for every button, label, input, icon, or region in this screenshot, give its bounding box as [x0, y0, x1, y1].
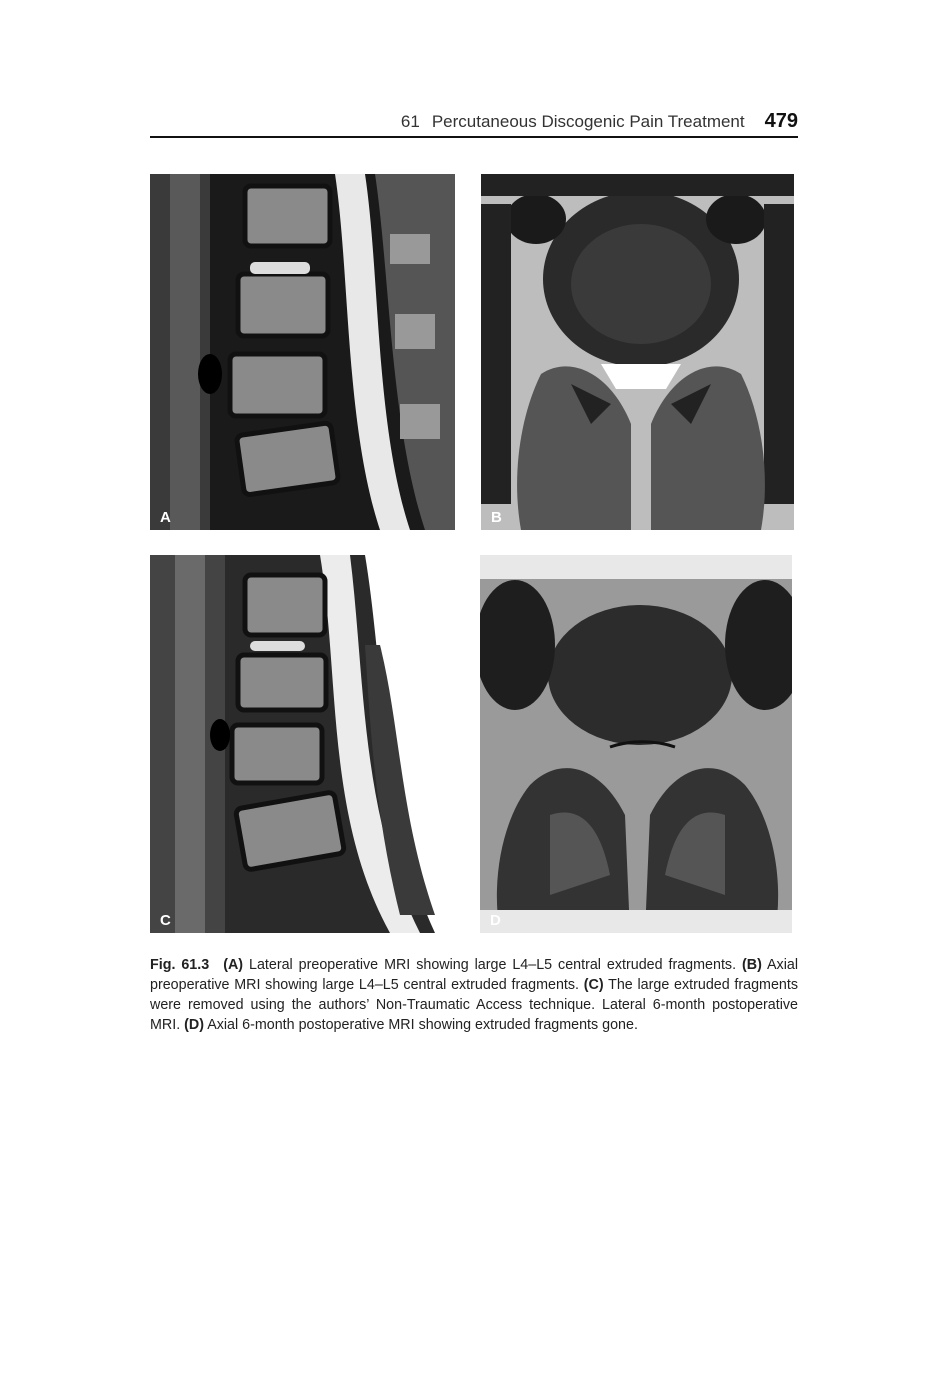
caption-tag-a: (A) [223, 957, 244, 973]
figure-panel-b [481, 174, 794, 530]
figure-panel-c [150, 555, 453, 933]
caption-tag-b: (B) [742, 957, 762, 973]
figure-caption [150, 955, 798, 1035]
mri-axial-postop-image [480, 555, 792, 933]
mri-sagittal-preop-image [150, 174, 455, 530]
caption-tag-d: (D) [184, 1017, 205, 1033]
chapter-title: Percutaneous Discogenic Pain Treatment [431, 112, 745, 131]
caption-tag-c: (C) [583, 977, 604, 993]
caption-text-b: Axial preoperative MRI showing large L4–L5 central extruded fragments. [150, 957, 799, 993]
mri-axial-preop-image [481, 174, 794, 530]
caption-text-d: Axial 6-month postoperative MRI showing extruded fragments gone. [204, 1017, 638, 1033]
panel-label-a: A [160, 509, 171, 526]
figure-panel-d [480, 555, 792, 933]
header-text [401, 110, 798, 133]
mri-sagittal-postop-image [150, 555, 453, 933]
caption-text-a: Lateral preoperative MRI showing large L4–L5 central extruded fragments. [243, 957, 742, 973]
panel-label-b: B [491, 509, 502, 526]
page-number: 479 [764, 110, 798, 132]
running-header [150, 108, 798, 138]
figure-panel-a [150, 174, 455, 530]
chapter-number: 61 [400, 112, 420, 131]
panel-label-d: D [490, 912, 501, 929]
panel-label-c: C [160, 912, 171, 929]
caption-text-c: The large extruded fragments were removed using the authors’ Non-Traumatic Access technique. Lateral 6-month postoperative MRI. [150, 977, 798, 1033]
figure-number: Fig. 61.3 [150, 957, 210, 973]
